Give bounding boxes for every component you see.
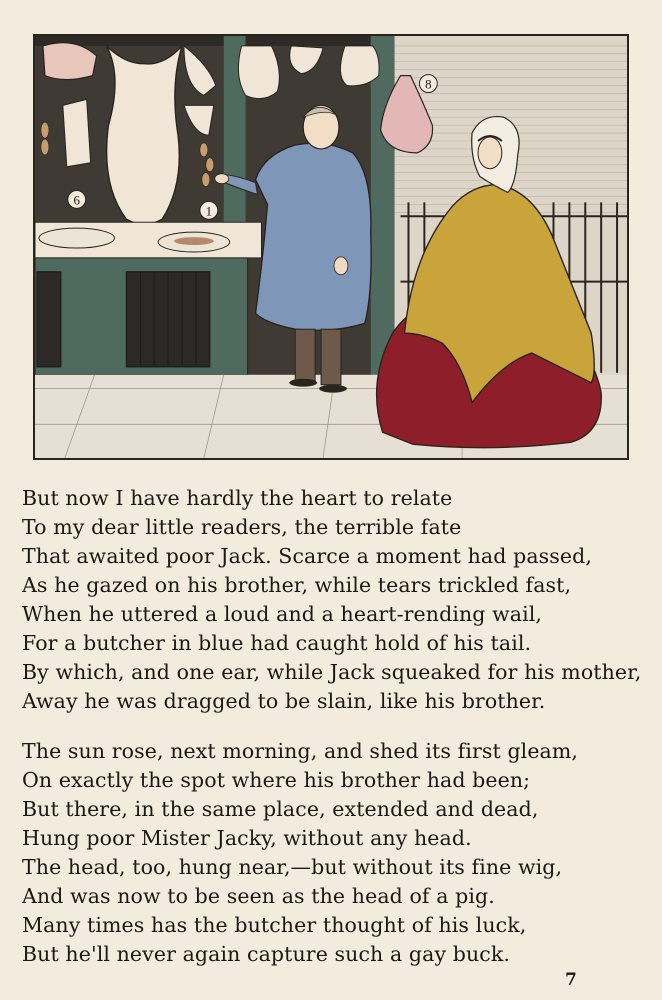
verse-line: That awaited poor Jack. Scarce a moment had passed, <box>22 544 592 568</box>
price-tag-8 <box>419 75 437 93</box>
verse-line: But now I have hardly the heart to relate <box>22 486 453 510</box>
verse-line: But there, in the same place, extended and dead, <box>22 797 539 821</box>
stanza-2 <box>22 737 652 969</box>
verse-line: The head, too, hung near,—but without its fine wig, <box>22 855 563 879</box>
verse-line: Many times has the butcher thought of his luck, <box>22 913 527 937</box>
page-number: 7 <box>565 970 577 990</box>
svg-text:8: 8 <box>425 77 432 92</box>
butcher-shop-illustration <box>33 34 629 460</box>
verse-line: For a butcher in blue had caught hold of his tail. <box>22 631 532 655</box>
verse-line: The sun rose, next morning, and shed its first gleam, <box>22 739 579 763</box>
price-tag-6 <box>68 191 86 209</box>
pig-carcass <box>107 46 182 224</box>
price-tag-1 <box>200 201 218 219</box>
verse-line: Hung poor Mister Jacky, without any head. <box>22 826 472 850</box>
verse-line: By which, and one ear, while Jack squeaked for his mother, <box>22 660 642 684</box>
meat-dish <box>39 228 114 248</box>
svg-text:6: 6 <box>73 193 80 208</box>
door-post <box>371 36 395 378</box>
verse-line: To my dear little readers, the terrible fate <box>22 515 462 539</box>
meat-cut <box>63 99 91 166</box>
stanza-1 <box>22 484 652 716</box>
verse-line: When he uttered a loud and a heart-rending wail, <box>22 602 543 626</box>
engraving-svg <box>35 36 627 458</box>
verse-line: But he'll never again capture such a gay buck. <box>22 942 510 966</box>
verse-line: And was now to be seen as the head of a pig. <box>22 884 495 908</box>
blue-coat <box>256 143 372 330</box>
verse-line: Away he was dragged to be slain, like his brother. <box>22 689 546 713</box>
verse-line: As he gazed on his brother, while tears trickled fast, <box>22 573 572 597</box>
verse-line: On exactly the spot where his brother had been; <box>22 768 531 792</box>
svg-text:1: 1 <box>205 204 213 219</box>
lady-face <box>478 137 502 169</box>
